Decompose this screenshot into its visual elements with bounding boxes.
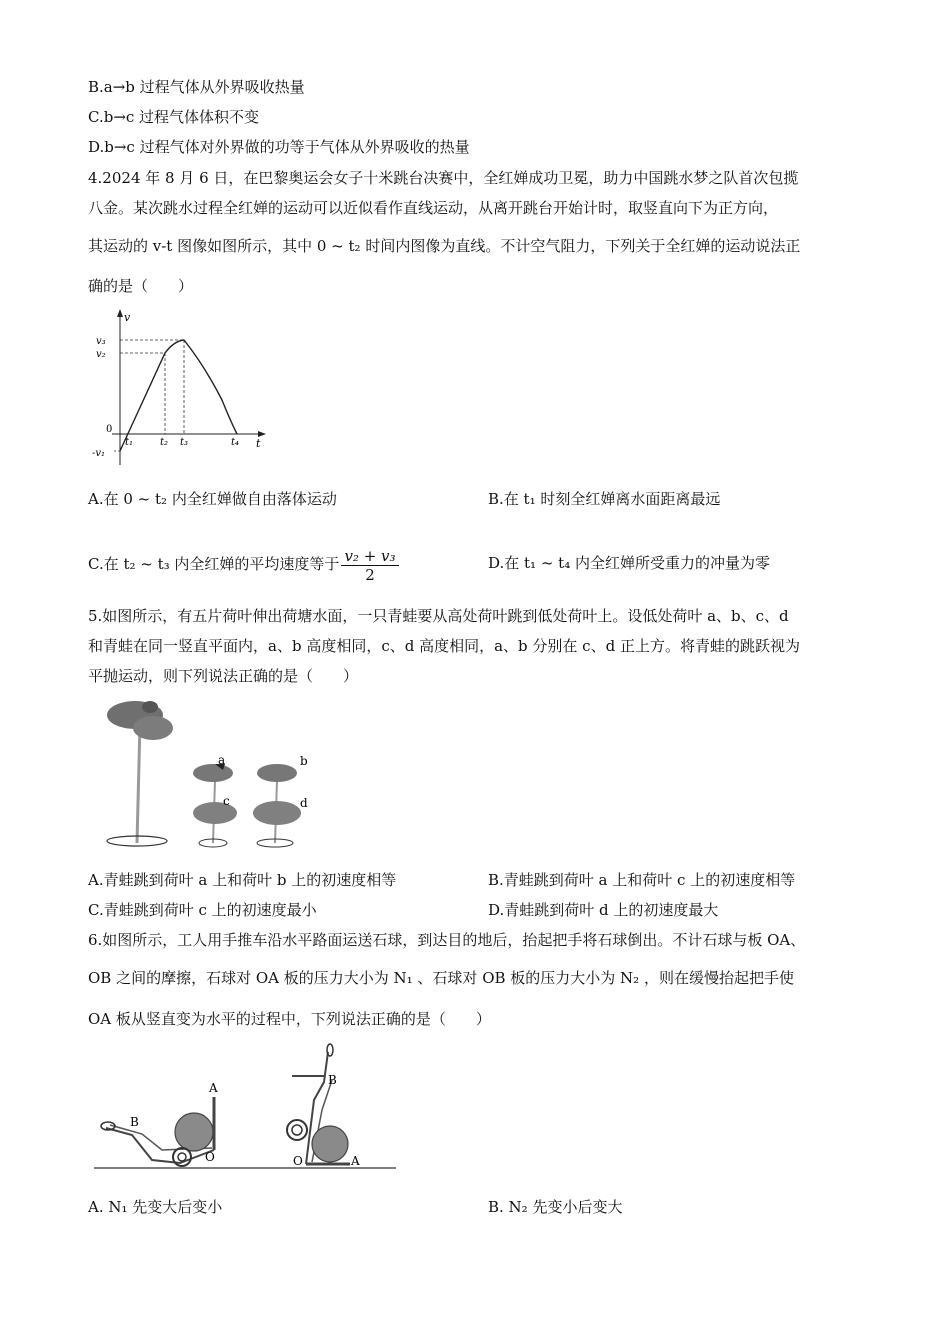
cart1-label-a: A [209, 1081, 218, 1095]
q5-stem-line1: 5.如图所示，有五片荷叶伸出荷塘水面，一只青蛙要从高处荷叶跳到低处荷叶上。设低处荷叶 a、b、c、d [88, 607, 789, 625]
tick-t3: t₃ [180, 437, 189, 448]
q5-lotus-figure [95, 693, 335, 858]
q5-stem-line2: 和青蛙在同一竖直平面内，a、b 高度相同，c、d 高度相同，a、b 分别在 c、d 正上方。将青蛙的跳跃视为 [88, 637, 800, 655]
q5-option-a: A.青蛙跳到荷叶 a 上和荷叶 b 上的初速度相等 [88, 871, 397, 889]
q4-stem-line2: 八金。某次跳水过程全红婵的运动可以近似看作直线运动，从离开跳台开始计时，取竖直向下为正方向， [88, 199, 779, 217]
q6-option-b: B. N₂ 先变小后变大 [488, 1198, 623, 1216]
q6-stem-line2: OB 之间的摩擦，石球对 OA 板的压力大小为 N₁ 、石球对 OB 板的压力大小为 N₂ ，则在缓慢抬起把手使 [88, 969, 794, 987]
cart2-label-o: O [293, 1154, 303, 1168]
leaf-label-d: d [300, 796, 308, 810]
tick-v3: v₃ [96, 336, 106, 347]
q5-option-c: C.青蛙跳到荷叶 c 上的初速度最小 [88, 901, 317, 919]
q5-option-d: D.青蛙跳到荷叶 d 上的初速度最大 [488, 901, 719, 919]
tick-neg-v1: -v₁ [92, 448, 106, 459]
tick-t1: t₁ [125, 437, 134, 448]
leaf-label-c: c [223, 794, 230, 808]
q5-stem-line3: 平抛运动，则下列说法正确的是（ ） [88, 667, 359, 685]
tick-t2: t₂ [160, 437, 169, 448]
cart2-label-b: B [328, 1073, 337, 1087]
tick-t4: t₄ [231, 437, 240, 448]
axis-label-t: t [256, 437, 261, 450]
cart1-label-o: O [205, 1150, 215, 1164]
cart1-label-b: B [130, 1115, 139, 1129]
cart2-label-a: A [351, 1154, 360, 1168]
fraction-denominator: 2 [365, 565, 375, 584]
q4-stem-line4: 确的是（ ） [88, 277, 194, 295]
q4-option-b: B.在 t₁ 时刻全红婵离水面距离最远 [488, 490, 721, 508]
q3-option-c: C.b→c 过程气体体积不变 [88, 108, 260, 126]
q6-stem-line3: OA 板从竖直变为水平的过程中，下列说法正确的是（ ） [88, 1010, 491, 1028]
frog-icon [142, 701, 158, 713]
q6-stem-line1: 6.如图所示，工人用手推车沿水平路面运送石球，到达目的地后，抬起把手将石球倒出。不计石球与板 OA、 [88, 931, 806, 949]
q5-option-b: B.青蛙跳到荷叶 a 上和荷叶 c 上的初速度相等 [488, 871, 796, 889]
q4-stem-line1: 4.2024 年 8 月 6 日，在巴黎奥运会女子十米跳台决赛中，全红婵成功卫冕，助力中国跳水梦之队首次包揽 [88, 169, 799, 187]
q4-option-d: D.在 t₁ ~ t₄ 内全红婵所受重力的冲量为零 [488, 554, 770, 572]
axis-label-v: v [124, 311, 131, 324]
fraction-numerator: v₂ + v₃ [341, 547, 398, 566]
leaf-label-a: a [218, 753, 226, 767]
tick-v2: v₂ [96, 349, 106, 360]
q4-option-a: A.在 0 ~ t₂ 内全红婵做自由落体运动 [88, 490, 337, 508]
leaf-label-b: b [300, 754, 308, 768]
q4-option-c [88, 544, 401, 584]
q6-option-a: A. N₁ 先变大后变小 [88, 1198, 223, 1216]
q3-option-d: D.b→c 过程气体对外界做的功等于气体从外界吸收的热量 [88, 138, 470, 156]
q4-stem-line3: 其运动的 v-t 图像如图所示，其中 0 ~ t₂ 时间内图像为直线。不计空气阻力，下列关于全红婵的运动说法正 [88, 237, 801, 255]
tick-origin: 0 [106, 424, 113, 435]
q3-option-b: B.a→b 过程气体从外界吸收热量 [88, 78, 305, 96]
q4-vt-graph [92, 305, 272, 470]
q6-cart-figure [92, 1040, 402, 1172]
q4-option-c-fraction [341, 547, 398, 584]
q4-option-c-text: C.在 t₂ ~ t₃ 内全红婵的平均速度等于 [88, 555, 340, 573]
